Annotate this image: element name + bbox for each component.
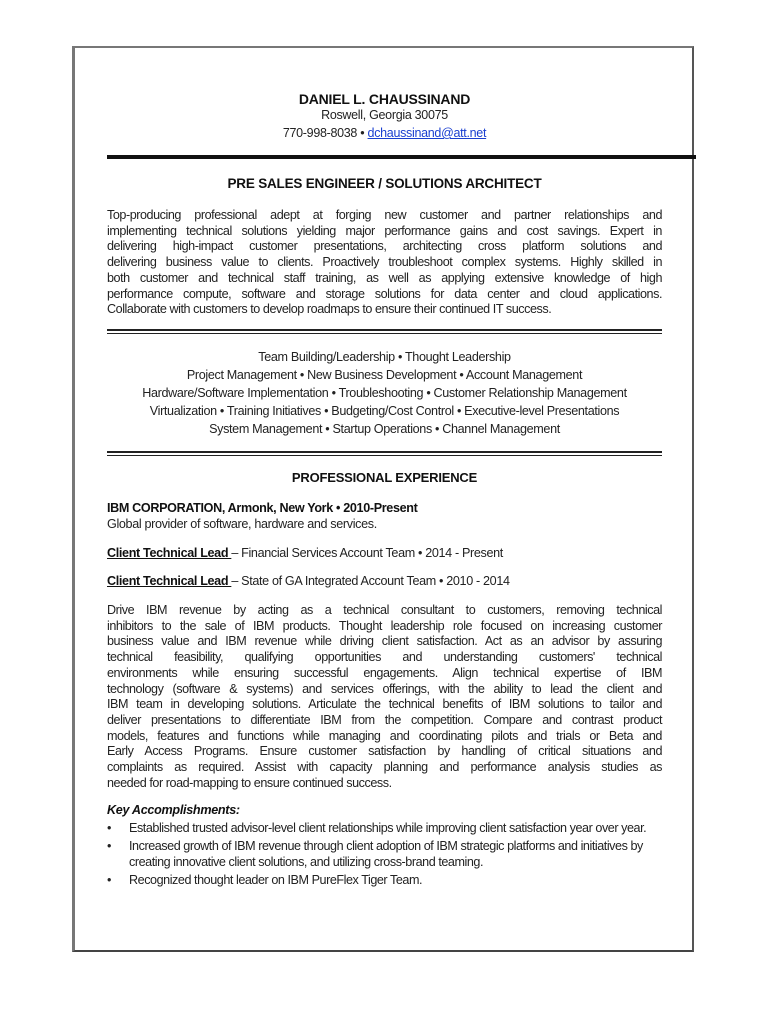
role-detail: – State of GA Integrated Account Team • 2010 - 2014 xyxy=(231,574,510,588)
skills-list xyxy=(107,348,662,438)
description-line: inhibitors to the sale of IBM products. Thought leadership role focused on increasing customer xyxy=(107,618,662,633)
accomplishment-text: Established trusted advisor-level client relationships while improving client satisfaction year over year. xyxy=(129,821,647,835)
accomplishment-text: Recognized thought leader on IBM PureFlex Tiger Team. xyxy=(129,872,423,887)
description-line: Early Access Programs. Ensure customer satisfaction by handling of critical situations and xyxy=(107,744,662,759)
company-heading: IBM CORPORATION, Armonk, New York • 2010-Present xyxy=(107,501,418,515)
role-title: Client Technical Lead xyxy=(107,574,232,588)
email-link[interactable]: dchaussinand@att.net xyxy=(367,126,487,140)
summary-paragraph xyxy=(107,208,662,318)
accomplishment-text: Increased growth of IBM revenue through client adoption of IBM strategic platforms and initiatives by creating innovative client solutions, and utilizing cross-brand teaming. xyxy=(129,838,643,869)
list-item xyxy=(107,872,662,889)
bullet-icon: • xyxy=(107,821,111,835)
description-line: deliver presentations to differentiate IBM from the competition. Compare and contrast product xyxy=(107,712,662,727)
bullet-icon: • xyxy=(107,872,111,887)
summary-line: performance compute, software and storage solutions for data center and cloud applications. xyxy=(107,286,662,301)
role-detail: – Financial Services Account Team • 2014 - Present xyxy=(231,546,503,560)
experience-title: PROFESSIONAL EXPERIENCE xyxy=(291,470,478,485)
summary-line: both customer and technical staff training, as well as applying extensive knowledge of high xyxy=(107,270,662,285)
contact-line xyxy=(107,126,662,140)
summary-line: Top-producing professional adept at forging new customer and partner relationships and xyxy=(107,208,662,222)
skills-line: System Management • Startup Operations • Channel Management xyxy=(209,422,560,436)
role-entry xyxy=(107,574,510,588)
description-line: business value and IBM revenue while driving client satisfaction. Act as an advisor by assuring xyxy=(107,634,662,649)
description-line: Drive IBM revenue by acting as a technical consultant to customers, removing technical xyxy=(107,603,662,617)
description-line: models, features and functions while managing and coordinating pilots and trials or Beta and xyxy=(107,728,662,743)
description-line: complaints as required. Assist with capacity planning and performance analysis studies as xyxy=(107,760,662,775)
skills-line: Hardware/Software Implementation • Troubleshooting • Customer Relationship Management xyxy=(142,386,627,400)
description-line: environments while ensuring successful engagements. Align technical expertise of IBM xyxy=(107,665,662,680)
location: Roswell, Georgia 30075 xyxy=(321,108,448,122)
bullet-icon: • xyxy=(107,838,111,853)
list-item xyxy=(107,820,662,837)
summary-line: delivering high-impact customer presentations, architecting cross platform solutions and xyxy=(107,239,662,254)
experience-description xyxy=(107,603,662,791)
phone: 770-998-8038 xyxy=(282,126,358,140)
skills-line: Virtualization • Training Initiatives • Budgeting/Cost Control • Executive-level Presentations xyxy=(149,404,620,418)
description-line: IBM team in developing solutions. Articulate the technical benefits of IBM solutions to tailor and xyxy=(107,697,662,712)
summary-line: implementing technical solutions yielding major performance gains and cost savings. Expert in xyxy=(107,223,662,238)
double-divider xyxy=(107,451,662,456)
double-divider xyxy=(107,329,662,334)
accomplishments-title: Key Accomplishments: xyxy=(107,803,240,817)
description-line: technical feasibility, qualifying opportunities and understanding customers' technical xyxy=(107,650,662,665)
accomplishments-list xyxy=(107,820,662,889)
description-line: technology (software & systems) and services offerings, with the ability to lead the client and xyxy=(107,681,662,696)
summary-title: PRE SALES ENGINEER / SOLUTIONS ARCHITECT xyxy=(227,176,542,191)
skills-line: Project Management • New Business Development • Account Management xyxy=(186,368,583,382)
summary-line: delivering business value to clients. Proactively troubleshoot complex systems. Highly skilled in xyxy=(107,255,662,270)
candidate-name: DANIEL L. CHAUSSINAND xyxy=(298,91,471,107)
skills-line: Team Building/Leadership • Thought Leadership xyxy=(258,350,511,364)
summary-line: Collaborate with customers to develop roadmaps to ensure their continued IT success. xyxy=(107,302,552,317)
company-description: Global provider of software, hardware and services. xyxy=(107,517,377,531)
description-line: needed for road-mapping to ensure continued success. xyxy=(107,775,392,790)
list-item xyxy=(107,838,662,871)
role-entry xyxy=(107,546,503,560)
separator: • xyxy=(360,126,365,140)
divider xyxy=(107,155,696,159)
role-title: Client Technical Lead xyxy=(107,546,232,560)
